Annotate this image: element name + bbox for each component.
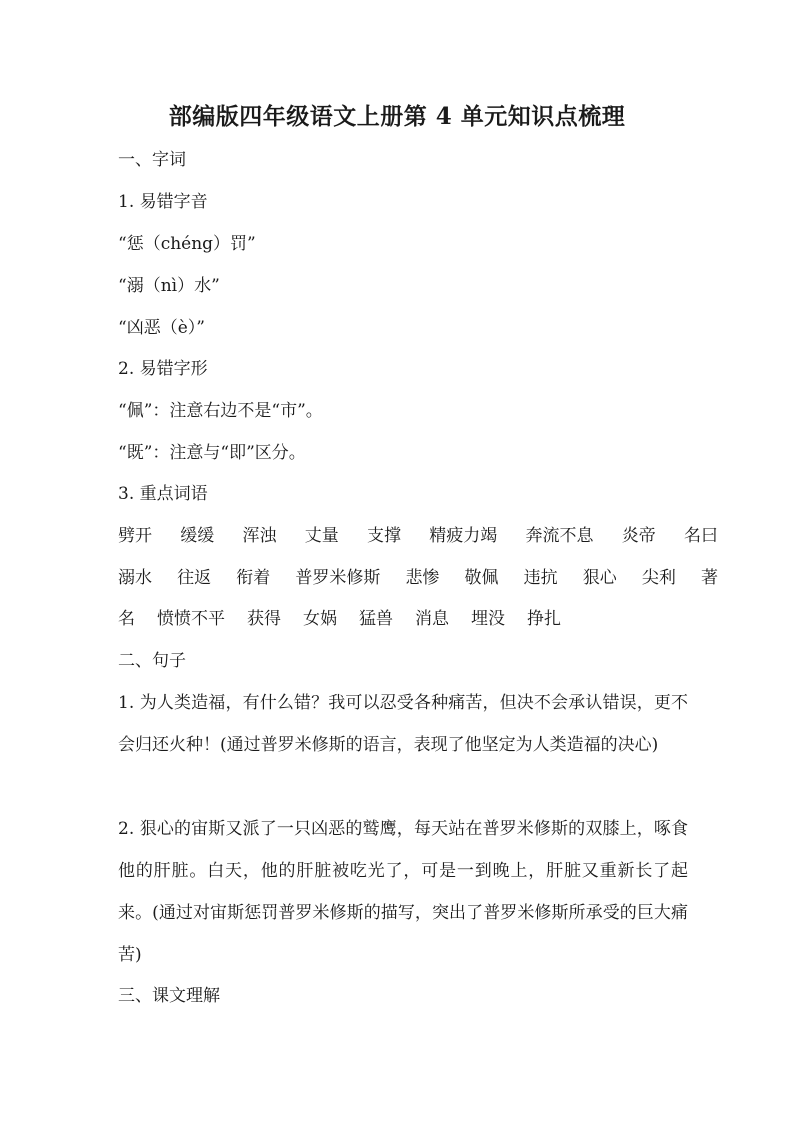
key-word: 愤愤不平 bbox=[157, 609, 225, 629]
document-title: 部编版四年级语文上册第 4 单元知识点梳理 bbox=[168, 103, 626, 130]
key-word: 悲惨 bbox=[405, 568, 440, 588]
pronunciation-item: “凶恶（è）” bbox=[118, 318, 205, 338]
subheading-character-shape: 2. 易错字形 bbox=[118, 359, 208, 379]
key-words-row bbox=[118, 566, 718, 590]
subheading-key-words: 3. 重点词语 bbox=[118, 484, 208, 504]
key-word: 狠心 bbox=[582, 568, 617, 588]
pronunciation-item: “溺（nì）水” bbox=[118, 276, 220, 296]
key-word: 女娲 bbox=[303, 609, 337, 629]
key-word: 尖利 bbox=[641, 568, 676, 588]
key-word: 精疲力竭 bbox=[429, 526, 498, 546]
key-word: 获得 bbox=[247, 609, 281, 629]
key-word: 名曰 bbox=[684, 526, 718, 546]
key-word: 炎帝 bbox=[621, 526, 656, 546]
key-word: 著 bbox=[700, 568, 718, 588]
key-word: 劈开 bbox=[118, 526, 152, 546]
key-words-row bbox=[118, 607, 718, 631]
key-words-row bbox=[118, 524, 718, 548]
key-word: 往返 bbox=[177, 568, 212, 588]
pronunciation-item: “惩（chéng）罚” bbox=[118, 234, 256, 254]
section-heading-words: 一、字词 bbox=[118, 150, 186, 170]
key-word: 敬佩 bbox=[464, 568, 499, 588]
key-word: 缓缓 bbox=[180, 526, 215, 546]
key-word: 溺水 bbox=[118, 568, 152, 588]
key-word: 挣扎 bbox=[527, 609, 561, 629]
key-word: 埋没 bbox=[471, 609, 505, 629]
subheading-pronunciation: 1. 易错字音 bbox=[118, 192, 208, 212]
section-heading-text-comprehension: 三、课文理解 bbox=[118, 986, 220, 1006]
key-word: 丈量 bbox=[304, 526, 339, 546]
key-word: 浑浊 bbox=[242, 526, 277, 546]
key-word: 支撑 bbox=[367, 526, 401, 546]
key-word: 猛兽 bbox=[359, 609, 393, 629]
sentence-paragraph: 2. 狠心的宙斯又派了一只凶恶的鹫鹰，每天站在普罗米修斯的双膝上，啄食他的肝脏。白天，他的肝脏被吃光了，可是一到晚上，肝脏又重新长了起来。(通过对宙斯惩罚普罗米修斯的描写，突出了普罗米修斯所承受的巨大痛苦) bbox=[118, 819, 688, 965]
key-word: 违抗 bbox=[523, 568, 558, 588]
key-word: 普罗米修斯 bbox=[295, 568, 381, 588]
key-word: 衔着 bbox=[236, 568, 271, 588]
key-word: 名 bbox=[118, 609, 135, 629]
key-word: 奔流不息 bbox=[525, 526, 594, 546]
character-shape-item: “佩”：注意右边不是“市”。 bbox=[118, 401, 323, 421]
sentence-paragraph: 1. 为人类造福，有什么错？我可以忍受各种痛苦，但决不会承认错误，更不会归还火种！(通过普罗米修斯的语言，表现了他坚定为人类造福的决心) bbox=[118, 693, 688, 755]
character-shape-item: “既”：注意与“即”区分。 bbox=[118, 443, 306, 463]
key-word: 消息 bbox=[415, 609, 449, 629]
section-heading-sentences: 二、句子 bbox=[118, 651, 186, 671]
